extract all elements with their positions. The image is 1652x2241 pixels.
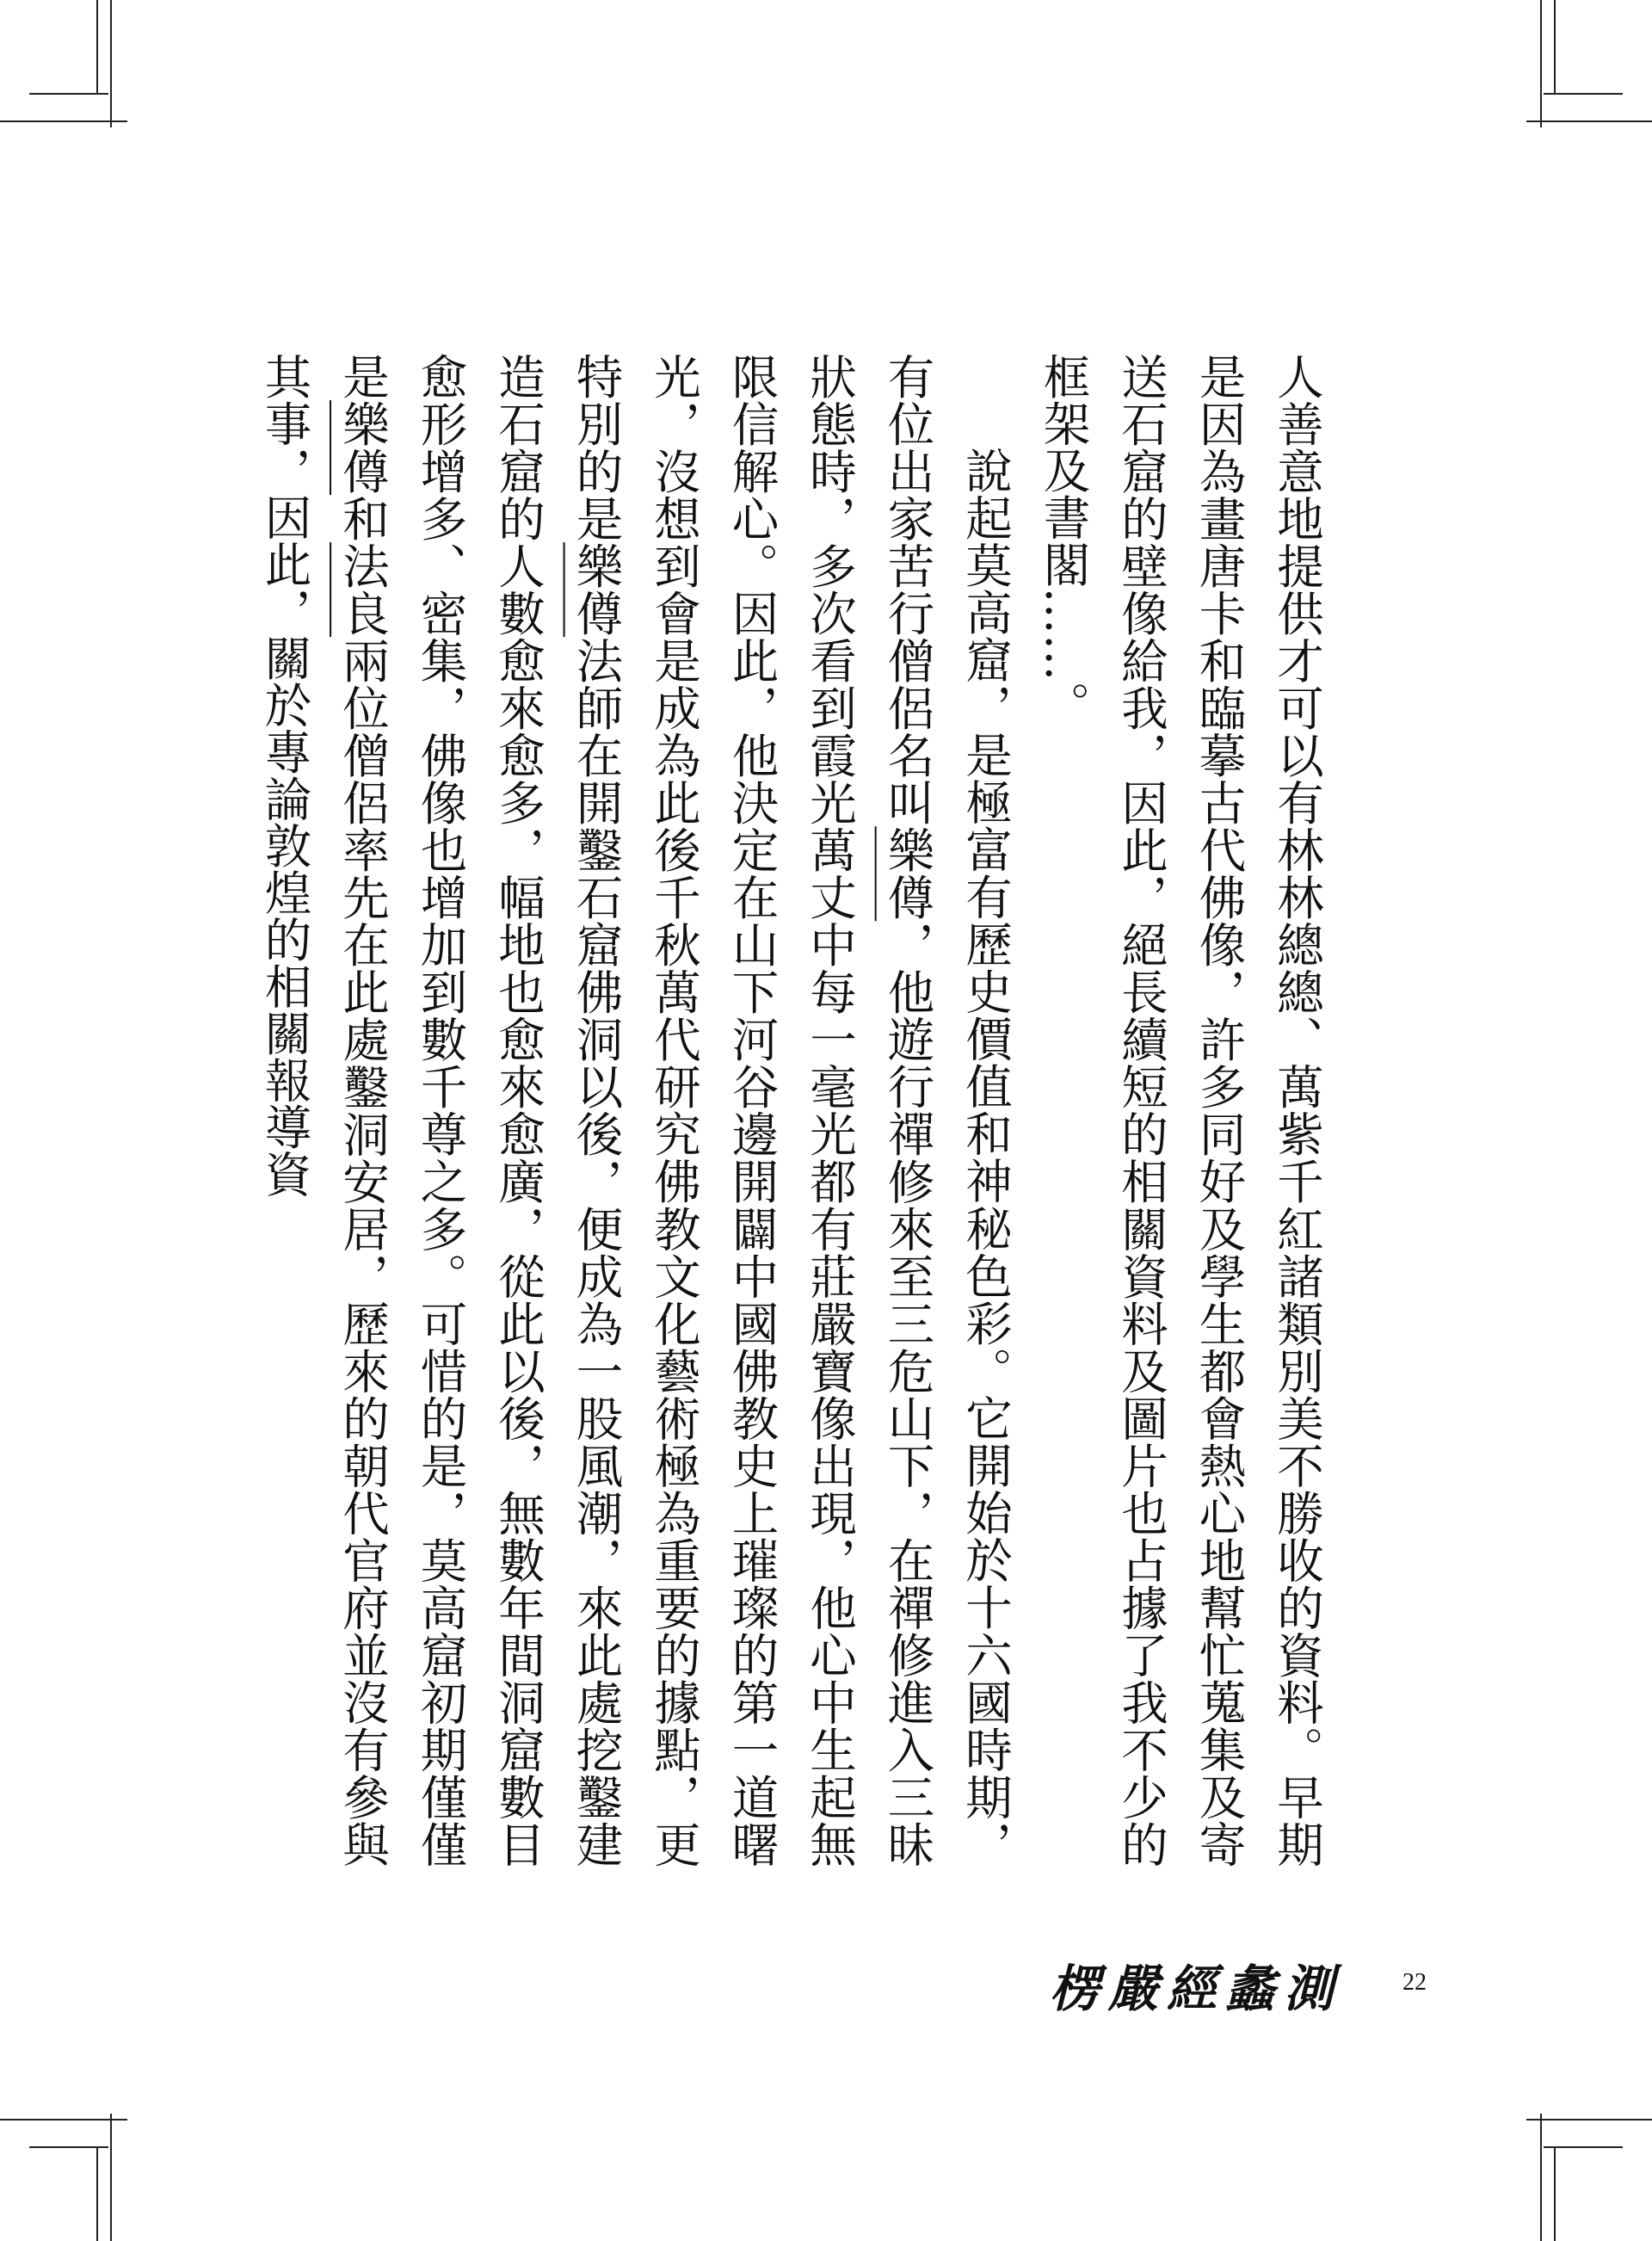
crop-mark-top-left-horizontal (0, 120, 127, 122)
proper-name-mark: 樂僔 (335, 400, 390, 496)
paragraph-1-text: 人善意地提供才可以有林林總總、萬紫千紅諸類別美不勝收的資料。早期是因為畫唐卡和臨摹古代佛像，許多同好及學生都會熱心地幫忙蒐集及寄送石窟的壁像給我，因此，絕長續短的相關資料及圖片也占據了我不少的框架及書閣……。 (1035, 353, 1324, 1868)
page-number: 22 (1402, 1969, 1427, 1996)
crop-mark-top-right-short-v (1554, 0, 1556, 95)
paragraph-2-text-3: 法師在開鑿石窟佛洞以後，便成為一股風潮，來此處挖鑿建造石窟的人數愈來愈多，幅地也愈來愈廣，從此以後，無數年間洞窟數目愈形增多、密集，佛像也增加到數千尊之多。可惜的是，莫高窟初期僅僅是 (335, 353, 624, 1868)
paragraph-2-text-5: 兩位僧侶率先在此處鑿洞安居，歷來的朝代官府並沒有參與其事，因此，關於專論敦煌的相關報導資 (256, 353, 390, 1868)
crop-mark-top-left-vertical (110, 0, 112, 127)
crop-mark-top-right-vertical (1540, 0, 1542, 127)
proper-name-mark: 法良 (335, 542, 390, 638)
crop-mark-bottom-left-short-v (96, 2146, 98, 2241)
proper-name-mark: 樂僔 (568, 542, 624, 638)
paragraph-2-text-2: ，他遊行禪修來至三危山下，在禪修進入三昧狀態時，多次看到霞光萬丈中每一毫光都有莊嚴寶像出現，他心中生起無限信解心。因此，他決定在山下河谷邊開闢中國佛教史上璀璨的第一道曙光，沒想到會是成為此後千秋萬代研究佛教文化藝術極為重要的據點，更特別的是 (568, 353, 935, 1868)
body-text (256, 353, 1335, 1868)
crop-mark-top-right-horizontal (1526, 120, 1652, 122)
crop-mark-bottom-right-horizontal (1526, 2119, 1652, 2121)
paragraph-2-text-1: 說起莫高窟，是極富有歷史價值和神秘色彩。它開始於十六國時期，有位出家苦行僧侶名叫 (879, 353, 1013, 1868)
crop-mark-bottom-right-vertical (1540, 2114, 1542, 2241)
crop-mark-bottom-right-short-v (1554, 2146, 1556, 2241)
crop-mark-bottom-left-vertical (110, 2114, 112, 2241)
crop-mark-top-left-short-v (96, 0, 98, 95)
paragraph-1 (1024, 353, 1335, 1868)
paragraph-2-text-4: 和 (335, 495, 390, 543)
proper-name-mark: 樂僔 (879, 826, 935, 922)
running-title: 楞嚴經蠡測 (1049, 1960, 1342, 2018)
crop-mark-bottom-left-horizontal (0, 2119, 127, 2121)
paragraph-2 (245, 353, 1024, 1868)
